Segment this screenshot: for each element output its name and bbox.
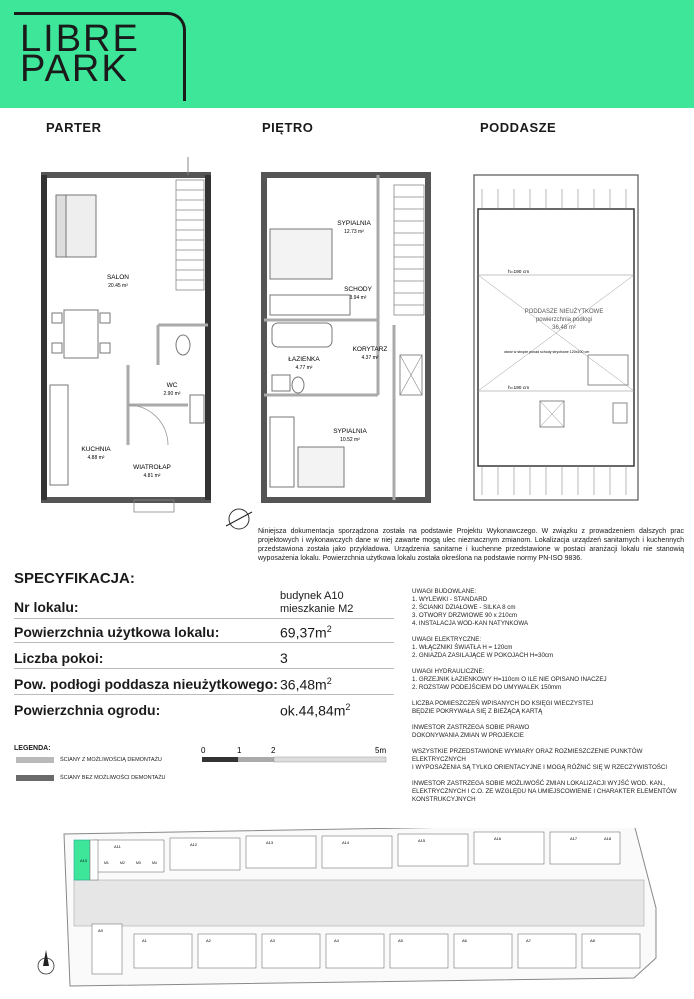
bed-1 bbox=[270, 229, 332, 279]
req-bud-3: 3. OTWORY DRZWIOWE 90 x 210cm bbox=[412, 612, 517, 619]
bathtub bbox=[272, 323, 332, 347]
floor-title-attic: PODDASZE bbox=[480, 120, 557, 135]
ground-floor-plan bbox=[38, 155, 216, 515]
kitchen-counter bbox=[50, 385, 68, 485]
req-p1b: BĘDZIE POKRYWAŁA SIĘ Z BIEŻĄCĄ KARTĄ bbox=[412, 708, 543, 715]
site-label-a17: A17 bbox=[570, 836, 578, 841]
room-label-salon: SALON bbox=[106, 274, 130, 281]
req-hyd-1: 1. GRZEJNIK ŁAZIENKOWY H=110cm O ILE NIE OPISANO INACZEJ bbox=[412, 676, 607, 683]
req-p2b: DOKONYWANIA ZMIAN W PROJEKCIE bbox=[412, 732, 524, 739]
room-label-korytarz: KORYTARZ bbox=[352, 346, 388, 353]
attic-hatch-note: otwór w stropie ponad schody strychowe 120x100 cm bbox=[504, 350, 590, 354]
site-label-a9: A9 bbox=[98, 928, 103, 933]
req-p4b: ELEKTRYCZNYCH I C.O. ZE WZGLĘDU NA UMIEJSCOWIENIE I CHARAKTER ELEMENTÓW bbox=[412, 788, 677, 795]
spec-label-nr: Nr lokalu: bbox=[14, 599, 79, 615]
req-el-2: 2. GNIAZDA ZASILAJĄCE W POKOJACH H=30cm bbox=[412, 652, 554, 659]
req-p3: WSZYSTKIE PRZEDSTAWIONE WYMIARY ORAZ ROZMIESZCZENIE PUNKTÓW ELEKTRYCZNYCH bbox=[412, 748, 643, 763]
req-bud-title: UWAGI BUDOWLANE: bbox=[412, 588, 477, 595]
logo-text-libre: LIBRE bbox=[20, 18, 140, 60]
room-area-wc: 2.90 m² bbox=[163, 391, 181, 397]
spec-divider bbox=[14, 694, 394, 695]
room-area-korytarz: 4.37 m² bbox=[361, 355, 379, 361]
spec-label-attic: Pow. podłogi poddasza nieużytkowego: bbox=[14, 676, 278, 692]
spec-value-building: budynek A10 bbox=[280, 590, 344, 602]
attic-area: 36,48 m² bbox=[552, 325, 576, 331]
req-el-1: 1. WŁĄCZNIKI ŚWIATŁA H = 120cm bbox=[412, 644, 513, 651]
site-label-a6: A6 bbox=[462, 938, 467, 943]
site-plan bbox=[34, 828, 664, 993]
req-p4: INWESTOR ZASTRZEGA SOBIE MOŻLIWOŚĆ ZMIAN LOKALIZACJI WYJŚĆ WOD. KAN., bbox=[412, 780, 666, 787]
room-area-sypialnia-1: 12.73 m² bbox=[344, 229, 364, 235]
room-label-wc: WC bbox=[166, 382, 178, 389]
room-label-lazienka: ŁAZIENKA bbox=[288, 356, 320, 363]
first-floor-plan bbox=[258, 155, 436, 515]
spec-value-attic: $36,48m^2$ bbox=[280, 676, 332, 693]
site-label-a3: A3 bbox=[270, 938, 275, 943]
legend-label-removable: ŚCIANY Z MOŻLIWOŚCIĄ DEMONTAŻU bbox=[60, 757, 162, 763]
room-area-lazienka: 4.77 m² bbox=[295, 365, 313, 371]
room-area-salon: 20.45 m² bbox=[108, 283, 128, 289]
site-label-a11: A11 bbox=[114, 844, 121, 849]
attic-label-sub: powierzchnia podłogi bbox=[535, 317, 593, 323]
room-label-wiatrolap: WIATROŁAP bbox=[133, 464, 171, 471]
site-unit-m4: M4 bbox=[152, 861, 157, 865]
spec-value-rooms: 3 bbox=[280, 650, 288, 666]
legend-item-fixed bbox=[16, 775, 166, 781]
spec-divider bbox=[14, 618, 394, 619]
stairs-first bbox=[394, 185, 424, 315]
bed-2 bbox=[270, 417, 294, 487]
room-label-schody: SCHODY bbox=[344, 286, 372, 293]
logo-text-park: PARK bbox=[20, 48, 129, 90]
spec-label-rooms: Liczba pokoi: bbox=[14, 650, 104, 666]
attic-label: PODDASZE NIEUŻYTKOWE bbox=[524, 309, 604, 315]
room-area-sypialnia-2: 10.52 m² bbox=[340, 437, 360, 443]
site-label-a10: A10 bbox=[80, 858, 88, 863]
requirements-block bbox=[412, 588, 694, 804]
site-unit-m2: M2 bbox=[120, 861, 125, 865]
dining-table bbox=[64, 310, 98, 358]
compass-icon bbox=[222, 504, 256, 534]
site-label-a18: A18 bbox=[604, 836, 612, 841]
scale-bar bbox=[200, 745, 395, 767]
req-bud-4: 4. INSTALACJA WOD-KAN NATYNKOWA bbox=[412, 620, 529, 627]
room-label-sypialnia-1: SYPIALNIA bbox=[337, 220, 371, 227]
spec-divider bbox=[14, 668, 394, 669]
spec-label-area: Powierzchnia użytkowa lokalu: bbox=[14, 624, 220, 640]
spec-value-apartment: mieszkanie M2 bbox=[280, 603, 354, 615]
site-label-a15: A15 bbox=[418, 838, 426, 843]
req-p3b: I WYPOSAŻENIA SĄ TYLKO ORIENTACYJNE I MOGĄ RÓŻNIĆ SIĘ W RZECZYWISTOŚCI bbox=[412, 764, 668, 771]
scale-tick-2: 2 bbox=[271, 746, 276, 755]
spec-value-area: $69,37m^2$ bbox=[280, 624, 332, 641]
site-label-a5: A5 bbox=[398, 938, 403, 943]
scale-tick-5: 5m bbox=[375, 746, 387, 755]
spec-value-garden: $ok.44,84m^2$ bbox=[280, 702, 351, 719]
legend-title: LEGENDA: bbox=[14, 745, 51, 752]
spec-label-garden: Powierzchnia ogrodu: bbox=[14, 702, 161, 718]
req-p4c: KONSTRUKCYJNYCH bbox=[412, 796, 476, 803]
attic-height-2: h=190 cm bbox=[508, 386, 530, 391]
room-label-sypialnia-2: SYPIALNIA bbox=[333, 428, 367, 435]
site-label-a14: A14 bbox=[342, 840, 350, 845]
req-hyd-title: UWAGI HYDRAULICZNE: bbox=[412, 668, 485, 675]
room-area-kuchnia: 4.88 m² bbox=[87, 455, 105, 461]
spec-divider bbox=[14, 642, 394, 643]
scale-tick-1: 1 bbox=[237, 746, 242, 755]
site-label-a2: A2 bbox=[206, 938, 211, 943]
room-area-wiatrolap: 4.81 m² bbox=[143, 473, 161, 479]
legend-swatch-dark bbox=[16, 775, 54, 781]
req-p1: LICZBA POMIESZCZEŃ WPISANYCH DO KSIĘGI WIECZYSTEJ bbox=[412, 700, 594, 707]
req-bud-2: 2. ŚCIANKI DZIAŁOWE - SILKA 8 cm bbox=[412, 604, 516, 611]
attic-plan bbox=[468, 155, 646, 515]
req-bud-1: 1. WYLEWKI - STANDARD bbox=[412, 596, 488, 603]
site-label-a16: A16 bbox=[494, 836, 502, 841]
header-band bbox=[0, 0, 694, 108]
floor-title-first: PIĘTRO bbox=[262, 120, 314, 135]
site-label-a1: A1 bbox=[142, 938, 147, 943]
floor-title-ground: PARTER bbox=[46, 120, 102, 135]
site-label-a4: A4 bbox=[334, 938, 339, 943]
site-unit-m1: M1 bbox=[104, 861, 109, 865]
spec-title: SPECYFIKACJA: bbox=[14, 570, 135, 587]
req-hyd-2: 2. ROZSTAW PODEJŚCIEM DO UMYWALEK 150mm bbox=[412, 684, 562, 691]
room-label-kuchnia: KUCHNIA bbox=[81, 446, 111, 453]
scale-tick-0: 0 bbox=[201, 746, 206, 755]
legend-swatch-light bbox=[16, 757, 54, 763]
room-area-schody: 3.94 m² bbox=[349, 295, 367, 301]
site-label-a7: A7 bbox=[526, 938, 531, 943]
disclaimer-note: Niniejsza dokumentacja sporządzona została na podstawie Projektu Wykonawczego. W związku z prowadzeniem dalszych prac projektowych i wykonawczych dane w niej zawarte mogą ulec nieznacznym zmianom. Lokalizacja urządzeń sanitarnych i kuchennych przedstawiona została jako przykładowa. Urządzenia sanitarne i kuchenne przedstawione w postaci aranżacji lokalu nie stanowią wyposażenia lokalu. Powierzchnia użytkowa lokalu została określona na podstawie normy PN-ISO 9836. bbox=[258, 528, 684, 562]
legend-item-removable bbox=[16, 757, 162, 763]
site-compass-icon bbox=[36, 946, 56, 986]
req-el-title: UWAGI ELEKTRYCZNE: bbox=[412, 636, 482, 643]
attic-height-1: h=190 cm bbox=[508, 270, 530, 275]
site-unit-m3: M3 bbox=[136, 861, 141, 865]
req-p2: INWESTOR ZASTRZEGA SOBIE PRAWO bbox=[412, 724, 530, 731]
stairs-ground bbox=[176, 180, 204, 290]
site-label-a12: A12 bbox=[190, 842, 198, 847]
site-label-a13: A13 bbox=[266, 840, 274, 845]
site-label-a8: A8 bbox=[590, 938, 595, 943]
legend-label-fixed: ŚCIANY BEZ MOŻLIWOŚCI DEMONTAŻU bbox=[60, 775, 166, 781]
